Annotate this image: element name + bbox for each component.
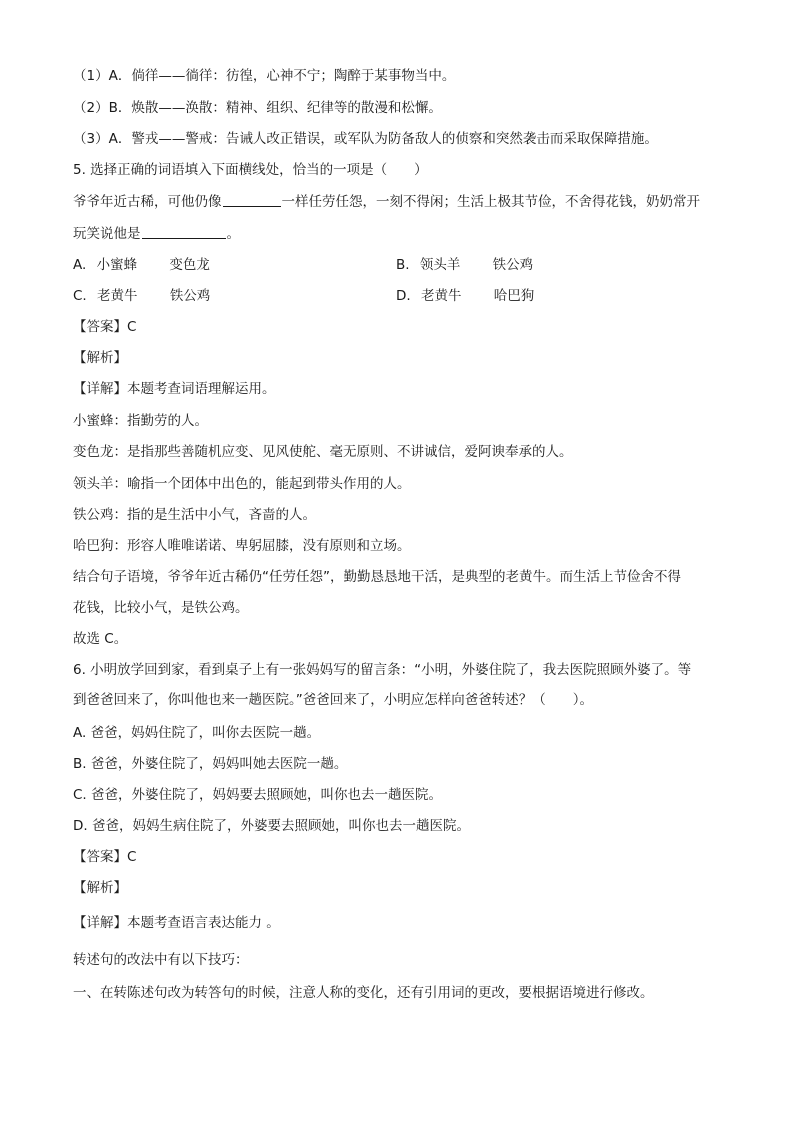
detail-5: 【详解】本题考查词语理解运用。 [73, 381, 276, 397]
option-label: D. [396, 288, 411, 304]
answer-5: 【答案】C [73, 319, 137, 335]
question-5-stem: 5. 选择正确的词语填入下面横线处，恰当的一项是（ ） [73, 162, 428, 178]
explanation-line-1: （1）A．倘徉——徜徉：彷徨，心神不宁；陶醉于某事物当中。 [73, 68, 456, 84]
option-word: 变色龙 [169, 257, 210, 273]
option-5-a [73, 255, 210, 275]
fill-blank-2 [142, 224, 226, 239]
question-5-sentence-line-1 [73, 192, 700, 212]
option-word: 小蜜蜂 [96, 257, 138, 273]
conclusion-5-line-1: 结合句子语境，爷爷年近古稀仍“任劳任怨”，勤勤恳恳地干活，是典型的老黄牛。而生活上节俭舍不得 [73, 569, 681, 585]
explain-word-5: 哈巴狗：形容人唯唯诺诺、卑躬屈膝，没有原则和立场。 [73, 538, 411, 554]
answer-6: 【答案】C [73, 849, 137, 865]
fill-blank-1 [223, 192, 281, 207]
option-5-d [396, 286, 534, 306]
sentence-part: 玩笑说他是 [73, 226, 141, 242]
tips-intro: 转述句的改法中有以下技巧： [73, 952, 249, 968]
option-word: 铁公鸡 [169, 288, 211, 304]
option-6-a: A. 爸爸，妈妈住院了，叫你去医院一趟。 [73, 725, 321, 741]
option-label: B. [396, 257, 410, 273]
explain-word-1: 小蜜蜂：指勤劳的人。 [73, 413, 208, 429]
sentence-part: 爷爷年近古稀，可他仍像 [73, 194, 222, 210]
option-label: C. [73, 288, 87, 304]
option-word: 老黄牛 [420, 288, 462, 304]
question-6-stem-line-2: 到爸爸回来了，你叫他也来一趟医院。”爸爸回来了，小明应怎样向爸爸转述？（ ）。 [73, 692, 593, 708]
conclusion-5-line-2: 花钱，比较小气，是铁公鸡。 [73, 600, 249, 616]
tips-item-1: 一、在转陈述句改为转答句的时候，注意人称的变化，还有引用词的更改，要根据语境进行修改。 [73, 985, 654, 1001]
explanation-line-3: （3）A．警戎——警戒：告诫人改正错误，或军队为防备敌人的侦察和突然袭击而采取保障措施。 [73, 131, 658, 147]
explain-word-4: 铁公鸡：指的是生活中小气，吝啬的人。 [73, 507, 316, 523]
option-5-c [73, 286, 210, 306]
option-word: 哈巴狗 [493, 288, 535, 304]
option-label: A. [73, 257, 87, 273]
explain-word-2: 变色龙：是指那些善随机应变、见风使舵、毫无原则、不讲诚信，爱阿谀奉承的人。 [73, 444, 573, 460]
choose-5: 故选 C。 [73, 631, 128, 647]
explanation-line-2: （2）B．焕散——涣散：精神、组织、纪律等的散漫和松懈。 [73, 100, 442, 116]
option-6-d: D. 爸爸，妈妈生病住院了，外婆要去照顾她，叫你也去一趟医院。 [73, 818, 470, 834]
question-5-sentence-line-2 [73, 224, 240, 244]
sentence-part: 。 [226, 226, 240, 242]
question-6-stem-line-1: 6. 小明放学回到家，看到桌子上有一张妈妈写的留言条：“小明，外婆住院了，我去医院照顾外婆了。等 [73, 662, 692, 678]
detail-6: 【详解】本题考查语言表达能力 。 [73, 915, 280, 931]
analysis-5-heading: 【解析】 [73, 350, 127, 366]
option-word: 铁公鸡 [492, 257, 534, 273]
option-5-b [396, 255, 533, 275]
explain-word-3: 领头羊：喻指一个团体中出色的，能起到带头作用的人。 [73, 476, 411, 492]
analysis-6-heading: 【解析】 [73, 880, 127, 896]
option-word: 领头羊 [419, 257, 461, 273]
sentence-part: 一样任劳任怨，一刻不得闲；生活上极其节俭，不舍得花钱，奶奶常开 [281, 194, 700, 210]
option-word: 老黄牛 [97, 288, 138, 304]
option-6-b: B. 爸爸，外婆住院了，妈妈叫她去医院一趟。 [73, 756, 348, 772]
option-6-c: C. 爸爸，外婆住院了，妈妈要去照顾她，叫你也去一趟医院。 [73, 787, 443, 803]
